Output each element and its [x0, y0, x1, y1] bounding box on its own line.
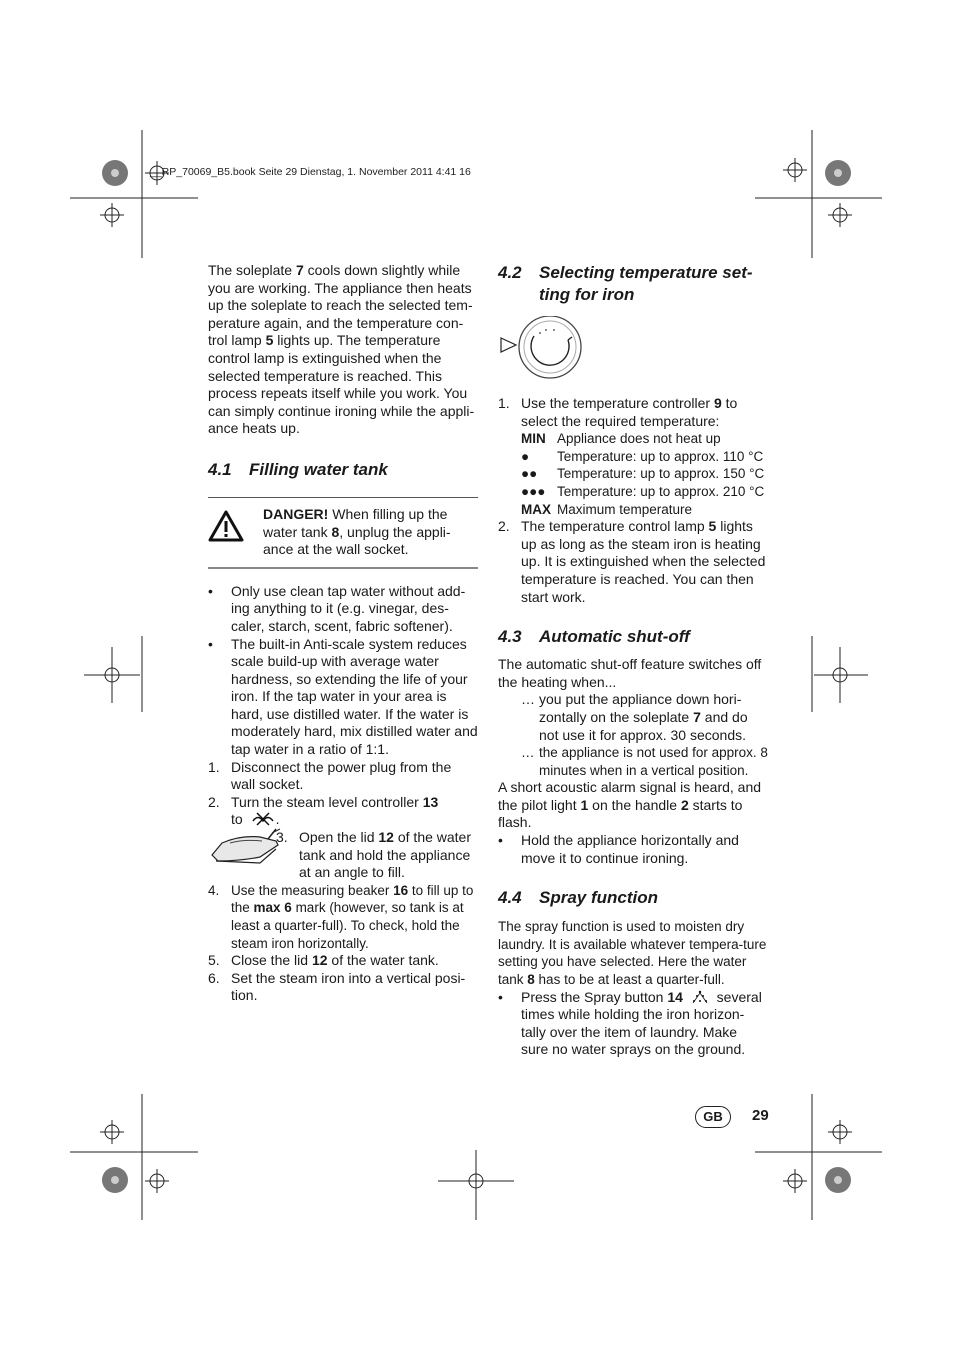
- list-item: • The built-in Anti-scale system reduces scale build-up with average water hardness, so extending the life of your iron. If the tap water in your area is hard, use distilled water. If the water is moderately hard, mix distilled water and tap water in a ratio of 1:1.: [208, 635, 478, 758]
- list-item: • Press the Spray button 14 several times while holding the iron horizon-tally over the item of laundry. Make sure no water sprays on the ground.: [498, 988, 762, 1058]
- left-column: [208, 262, 478, 1005]
- step-1: 1. Disconnect the power plug from the wall socket.: [208, 758, 452, 793]
- spray-icon: [689, 990, 711, 1004]
- water-bullets: [208, 583, 478, 759]
- danger-box: [208, 497, 478, 569]
- step-1: 1. Use the temperature controller 9 to select the required temperature:: [498, 395, 738, 429]
- setting-row: MAX Maximum temperature: [521, 501, 693, 517]
- steam-off-icon: [250, 811, 276, 827]
- shutoff-intro: The automatic shut-off feature switches off the heating when...: [498, 656, 762, 690]
- list-item: • Hold the appliance horizontally and move it to continue ironing.: [498, 832, 739, 866]
- temperature-settings-table: [498, 430, 768, 518]
- shutoff-section: [498, 656, 768, 867]
- file-info-header: __RP_70069_B5.book Seite 29 Dienstag, 1. November 2011 4:41 16: [150, 166, 471, 178]
- step-3: 3. Open the lid 12 of the water tank and hold the appliance at an angle to fill.: [208, 829, 478, 882]
- step-2: 2. Turn the steam level controller 13 to .: [208, 793, 439, 828]
- step-5: 5. Close the lid 12 of the water tank.: [208, 952, 439, 969]
- section-heading-4-3: 4.3 Automatic shut-off: [498, 627, 690, 647]
- section-heading-4-1: 4.1 Filling water tank: [208, 459, 388, 479]
- step-2: 2. The temperature control lamp 5 lights up as long as the steam iron is heating up. It is extinguished when the selected temperature is reached. You can then start work.: [498, 518, 766, 605]
- spray-section: [498, 918, 768, 1059]
- language-badge: GB: [695, 1106, 731, 1128]
- step-4: 4. Use the measuring beaker 16 to fill up to the max 6 mark (however, so tank is at least a quarter-full). To check, hold the steam iron horizontally.: [208, 882, 474, 951]
- setting-row: MIN Appliance does not heat up: [521, 431, 721, 447]
- step-6: 6. Set the steam iron into a vertical posi-tion.: [208, 969, 466, 1004]
- section-heading-4-2: 4.2 Selecting temperature set-ting for iron: [498, 263, 753, 304]
- shutoff-condition: … the appliance is not used for approx. 8 minutes when in a vertical position.: [521, 745, 768, 778]
- warning-icon: [208, 510, 244, 542]
- intro-paragraph: The soleplate 7 cools down slightly while you are working. The appliance then heats up the soleplate to reach the selected tem-perature again, and the temperature con-trol lamp 5 lights up. The temperature control lamp is extinguished when the selected temperature is reached. This process repeats itself while you work. You can simply continue ironing while the appli-ance heats up.: [208, 262, 475, 437]
- right-column: [498, 262, 768, 1059]
- spray-intro: The spray function is used to moisten dry laundry. It is available whatever tempera-ture setting you have selected. Here the water tank 8 has to be at least a quarter-full.: [498, 919, 767, 988]
- list-item: • Only use clean tap water without add-ing anything to it (e.g. vinegar, des-caler, starch, scent, fabric softener).: [208, 582, 466, 634]
- setting-row: ●●● Temperature: up to approx. 210 °C: [521, 483, 765, 499]
- temperature-steps: [498, 395, 768, 606]
- iron-filling-icon: [210, 827, 282, 871]
- temperature-dial-icon: [498, 316, 588, 382]
- section-heading-4-4: 4.4 Spray function: [498, 888, 659, 908]
- setting-row: ● Temperature: up to approx. 110 °C: [521, 448, 764, 464]
- page-number: 29: [752, 1107, 769, 1124]
- shutoff-condition: … you put the appliance down hori-zontally on the soleplate 7 and do not use it for approx. 30 seconds.: [521, 691, 748, 743]
- alarm-paragraph: A short acoustic alarm signal is heard, and the pilot light 1 on the handle 2 starts to flash.: [498, 779, 762, 831]
- danger-text: DANGER! When filling up the water tank 8, unplug the appli-ance at the wall socket.: [263, 505, 451, 558]
- setting-row: ●● Temperature: up to approx. 150 °C: [521, 466, 765, 482]
